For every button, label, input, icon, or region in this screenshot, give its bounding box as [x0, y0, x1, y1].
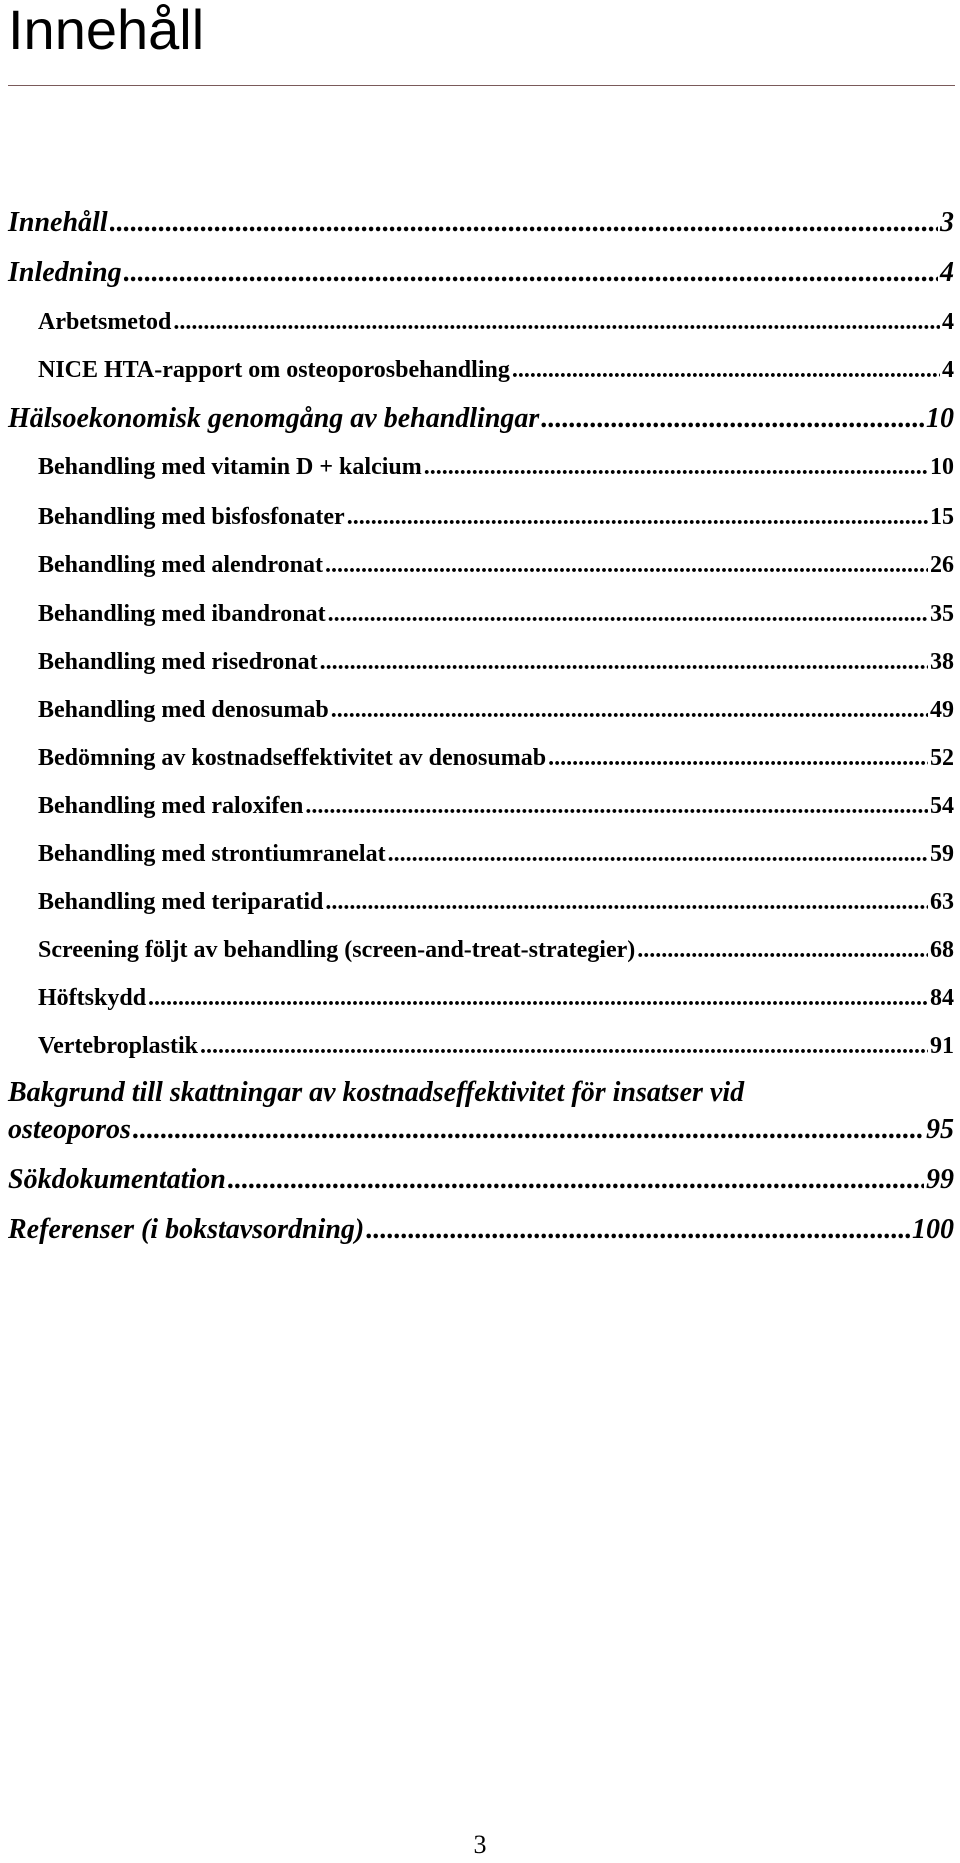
toc-entry-label: Arbetsmetod — [38, 309, 172, 335]
toc-entry-page: 26 — [930, 552, 954, 578]
toc-entry-sokdokumentation[interactable] — [8, 1162, 954, 1198]
toc-entry-page: 4 — [940, 257, 954, 288]
toc-entry-risedronat[interactable] — [38, 646, 954, 678]
toc-entry-page: 68 — [930, 937, 954, 963]
dot-leader — [173, 306, 940, 338]
toc-entry-arbetsmetod[interactable] — [38, 306, 954, 338]
dot-leader — [200, 1030, 928, 1062]
toc-entry-page: 59 — [930, 841, 954, 867]
title-divider — [8, 85, 955, 86]
toc-entry-page: 84 — [930, 985, 954, 1011]
dot-leader — [548, 742, 928, 774]
toc-entry-ibandronat[interactable] — [38, 598, 954, 630]
toc-entry-label: NICE HTA-rapport om osteoporosbehandling — [38, 357, 510, 383]
toc-entry-page: 10 — [926, 403, 954, 434]
toc-entry-label: Innehåll — [8, 207, 108, 238]
toc-entry-label: Referenser (i bokstavsordning) — [8, 1214, 365, 1245]
toc-entry-vertebroplastik[interactable] — [38, 1030, 954, 1062]
dot-leader — [366, 1212, 910, 1248]
toc-entry-page: 38 — [930, 649, 954, 675]
toc-entry-label: Sökdokumentation — [8, 1164, 226, 1195]
page-title: Innehåll — [8, 0, 205, 61]
toc-entry-page: 100 — [912, 1214, 954, 1245]
toc-entry-label: Behandling med bisfosfonater — [38, 504, 345, 530]
toc-entry-label: Hälsoekonomisk genomgång av behandlingar — [8, 403, 540, 434]
toc-entry-label: Inledning — [8, 257, 122, 288]
toc-entry-label: Behandling med alendronat — [38, 552, 323, 578]
toc-entry-nice-hta[interactable] — [38, 354, 954, 386]
toc-entry-bakgrund[interactable] — [8, 1112, 954, 1148]
toc-entry-label: osteoporos — [8, 1114, 131, 1145]
toc-entry-page: 91 — [930, 1033, 954, 1059]
toc-entry-page: 99 — [926, 1164, 954, 1195]
toc-entry-inledning[interactable] — [8, 255, 954, 291]
toc-entry-teriparatid[interactable] — [38, 886, 954, 918]
toc-entry-vitamin-d[interactable] — [38, 451, 954, 483]
toc-entry-label: Screening följt av behandling (screen-and-treat-strategier) — [38, 937, 636, 963]
toc-entry-innehall[interactable] — [8, 205, 954, 241]
dot-leader — [331, 694, 928, 726]
toc-entry-label: Behandling med vitamin D + kalcium — [38, 454, 422, 480]
dot-leader — [228, 1162, 924, 1198]
toc-entry-page: 35 — [930, 601, 954, 627]
toc-entry-label: Behandling med ibandronat — [38, 601, 326, 627]
dot-leader — [305, 790, 928, 822]
dot-leader — [148, 982, 928, 1014]
toc-entry-hoftskydd[interactable] — [38, 982, 954, 1014]
toc-entry-page: 15 — [930, 504, 954, 530]
dot-leader — [637, 934, 928, 966]
toc-entry-page: 4 — [942, 357, 954, 383]
toc-entry-page: 95 — [926, 1114, 954, 1145]
toc-entry-page: 3 — [940, 207, 954, 238]
toc-entry-page: 49 — [930, 697, 954, 723]
dot-leader — [512, 354, 940, 386]
dot-leader — [347, 501, 928, 533]
toc-entry-denosumab[interactable] — [38, 694, 954, 726]
dot-leader — [541, 401, 924, 437]
dot-leader — [133, 1112, 924, 1148]
toc-entry-label: Höftskydd — [38, 985, 147, 1011]
dot-leader — [325, 549, 928, 581]
dot-leader — [320, 646, 928, 678]
toc-entry-page: 4 — [942, 309, 954, 335]
dot-leader — [124, 255, 938, 291]
toc-entry-label: Behandling med raloxifen — [38, 793, 304, 819]
toc-entry-bisfosfonater[interactable] — [38, 501, 954, 533]
toc-entry-bedomning-denosumab[interactable] — [38, 742, 954, 774]
toc-entry-halsoekonomisk[interactable] — [8, 401, 954, 437]
toc-entry-raloxifen[interactable] — [38, 790, 954, 822]
dot-leader — [388, 838, 928, 870]
dot-leader — [424, 451, 928, 483]
dot-leader — [325, 886, 928, 918]
toc-entry-label: Behandling med teriparatid — [38, 889, 324, 915]
toc-entry-screening[interactable] — [38, 934, 954, 966]
toc-entry-bakgrund-line1[interactable]: Bakgrund till skattningar av kostnadseffektivitet för insatser vid — [8, 1077, 745, 1108]
toc-entry-strontiumranelat[interactable] — [38, 838, 954, 870]
toc-entry-referenser[interactable] — [8, 1212, 954, 1248]
toc-entry-page: 63 — [930, 889, 954, 915]
page-number: 3 — [473, 1830, 487, 1859]
toc-entry-label: Behandling med denosumab — [38, 697, 329, 723]
dot-leader — [328, 598, 928, 630]
toc-entry-page: 10 — [930, 454, 954, 480]
toc-entry-page: 52 — [930, 745, 954, 771]
toc-entry-alendronat[interactable] — [38, 549, 954, 581]
dot-leader — [110, 205, 938, 241]
toc-entry-label: Bedömning av kostnadseffektivitet av denosumab — [38, 745, 547, 771]
toc-entry-label: Behandling med risedronat — [38, 649, 318, 675]
toc-entry-label: Vertebroplastik — [38, 1033, 199, 1059]
toc-entry-page: 54 — [930, 793, 954, 819]
toc-entry-label: Behandling med strontiumranelat — [38, 841, 386, 867]
